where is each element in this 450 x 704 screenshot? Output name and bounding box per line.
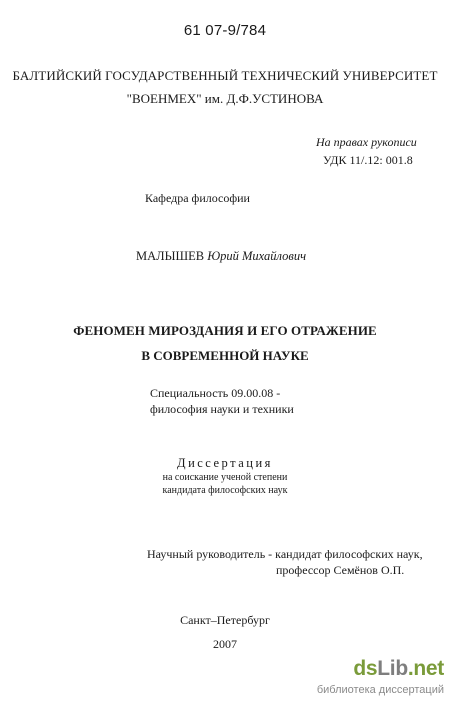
brand-net: .net <box>407 657 444 680</box>
manuscript-rights: На правах рукописи <box>316 135 417 149</box>
author-surname: МАЛЫШЕВ <box>136 249 205 263</box>
degree-line2: кандидата философских наук <box>162 485 288 496</box>
degree-line1: на соискание ученой степени <box>162 472 288 483</box>
specialty-code: Специальность 09.00.08 - <box>150 386 281 400</box>
university-name: БАЛТИЙСКИЙ ГОСУДАРСТВЕННЫЙ ТЕХНИЧЕСКИЙ УНИВЕРСИТЕТ <box>12 68 438 83</box>
thesis-title-line1: ФЕНОМЕН МИРОЗДАНИЯ И ЕГО ОТРАЖЕНИЕ <box>73 323 377 338</box>
brand-lib: Lib <box>377 657 408 680</box>
author-name <box>136 249 306 264</box>
brand-ds: ds <box>353 657 378 680</box>
dslib-brand <box>353 657 444 681</box>
department: Кафедра философии <box>145 191 250 205</box>
dslib-watermark-logo[interactable] <box>316 657 444 701</box>
university-subname: "ВОЕНМЕХ" им. Д.Ф.УСТИНОВА <box>126 91 324 106</box>
supervisor-line2: профессор Семёнов О.П. <box>276 563 405 577</box>
specialty-name: философия науки и техники <box>150 402 294 416</box>
city: Санкт–Петербург <box>180 613 270 627</box>
thesis-title-line2: В СОВРЕМЕННОЙ НАУКЕ <box>141 348 309 363</box>
dissertation-label: Диссертация <box>177 456 273 470</box>
udk-code: УДК 11/.12: 001.8 <box>323 153 413 167</box>
dslib-tagline: библиотека диссертаций <box>316 684 444 696</box>
archive-code: 61 07-9/784 <box>183 22 267 39</box>
year: 2007 <box>213 637 237 651</box>
supervisor-line1: Научный руководитель - кандидат философских наук, <box>147 547 423 561</box>
author-given-name: Юрий Михайлович <box>207 249 307 263</box>
